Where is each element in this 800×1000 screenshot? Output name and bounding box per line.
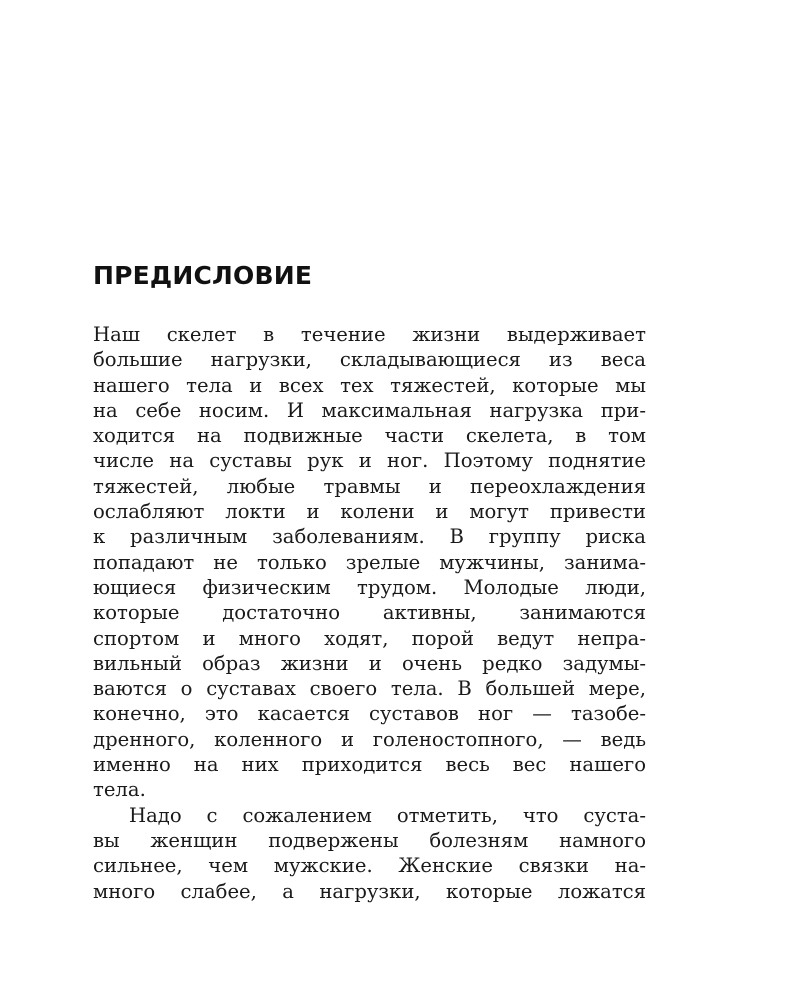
paragraph-1 [93, 322, 646, 803]
text-line: именно на них приходится весь вес нашего [93, 753, 646, 777]
text-line: к различным заболеваниям. В группу риска [93, 525, 646, 549]
text-line: дренного, коленного и голеностопного, — ведь [93, 727, 646, 751]
text-line: числе на суставы рук и ног. Поэтому поднятие [93, 449, 646, 473]
text-line: ваются о суставах своего тела. В большей мере, [93, 677, 646, 701]
text-line: большие нагрузки, складывающиеся из веса [93, 348, 646, 372]
text-line: ходится на подвижные части скелета, в том [93, 424, 646, 448]
text-line: Надо с сожалением отметить, что суста- [129, 803, 646, 827]
text-line: на себе носим. И максимальная нагрузка при- [93, 398, 646, 422]
text-line: конечно, это касается суставов ног — тазобе- [93, 702, 646, 726]
text-line: много слабее, а нагрузки, которые ложатся [93, 879, 646, 903]
text-line: спортом и много ходят, порой ведут непра- [93, 626, 646, 650]
text-line: тела. [93, 778, 146, 802]
paragraph-2 [93, 803, 646, 904]
chapter-title: ПРЕДИСЛОВИЕ [93, 261, 313, 290]
text-line: попадают не только зрелые мужчины, занима- [93, 550, 646, 574]
body-text [93, 322, 646, 904]
text-line: нашего тела и всех тех тяжестей, которые мы [93, 373, 646, 397]
text-line: ющиеся физическим трудом. Молодые люди, [93, 575, 646, 599]
text-line: которые достаточно активны, занимаются [93, 601, 646, 625]
text-line: ослабляют локти и колени и могут привести [93, 500, 646, 524]
text-line: тяжестей, любые травмы и переохлаждения [93, 474, 646, 498]
text-line: вы женщин подвержены болезням намного [93, 828, 646, 852]
text-line: Наш скелет в течение жизни выдерживает [93, 323, 646, 346]
text-line: сильнее, чем мужские. Женские связки на- [93, 854, 646, 878]
text-line: вильный образ жизни и очень редко задумы- [93, 651, 646, 675]
